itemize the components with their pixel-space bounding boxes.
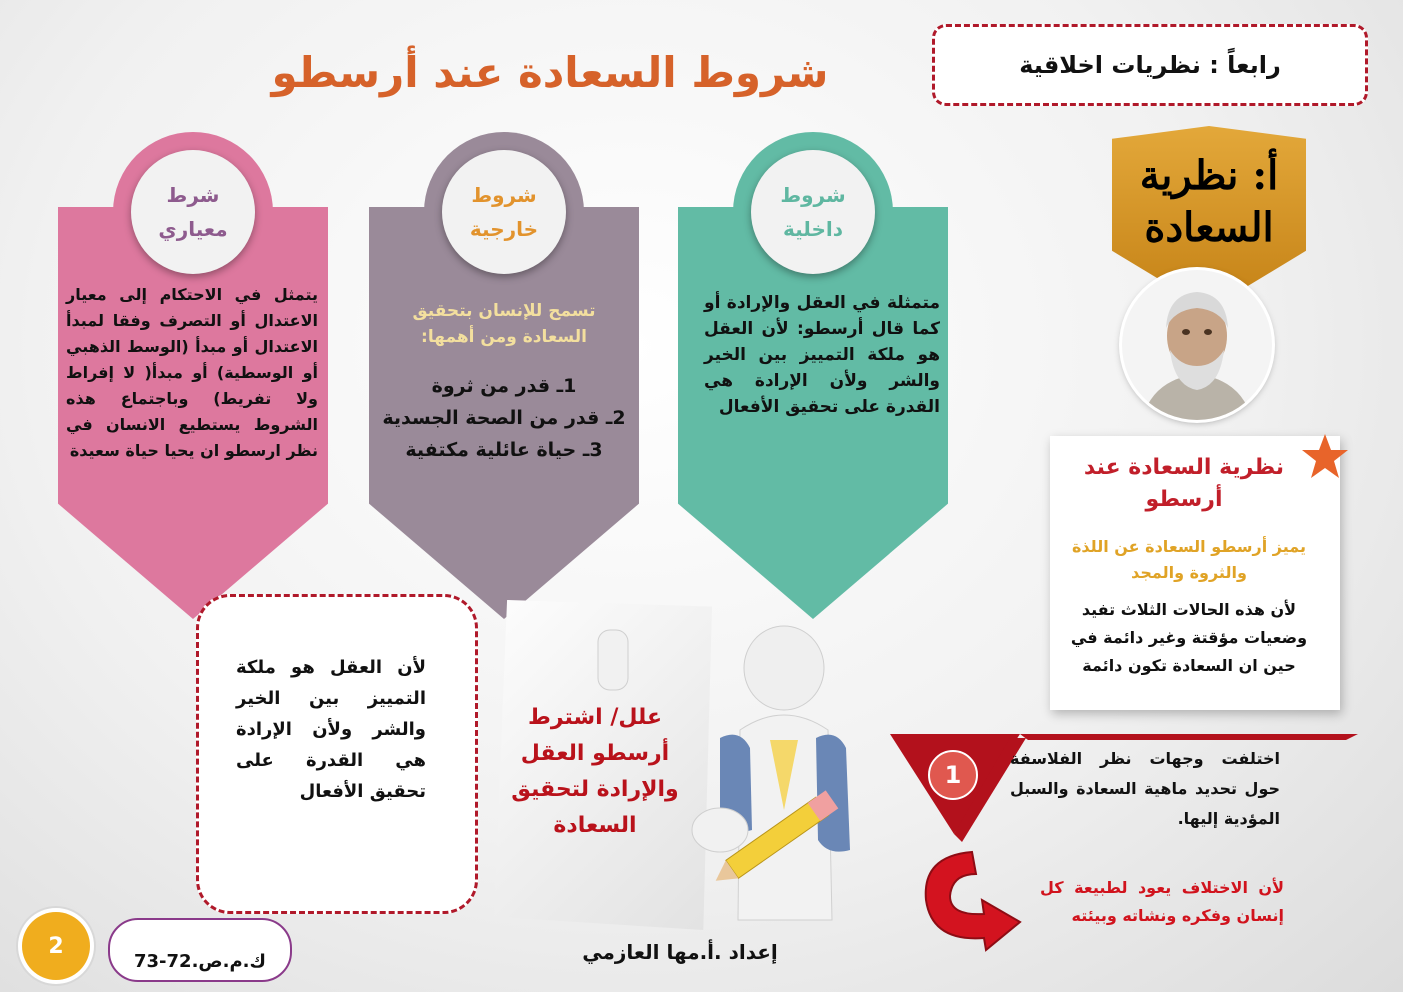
card-title: نظرية السعادة عند أرسطو <box>1083 455 1285 512</box>
column-external-conditions <box>369 0 639 620</box>
question-paper-text: علل/ اشترط أرسطو العقل والإرادة لتحقيق السعادة <box>511 705 679 838</box>
column-normative-heading: شرط معياري <box>131 150 255 274</box>
numbered-note-reason: لأن الاختلاف يعود لطبيعة كل إنسان وفكره ونشاته وبيئته <box>1040 878 1284 925</box>
section-header <box>932 24 1368 106</box>
column-normative-condition <box>58 0 328 620</box>
list-item: 3ـ حياة عائلية مكتفية <box>405 439 603 461</box>
figure-holding-pencil-illustration <box>570 620 870 950</box>
author-credit: إعداد .أ.مها العازمي <box>582 940 778 964</box>
textbook-reference-label: ك.م.ص.72-73 <box>133 951 267 972</box>
theory-label-line2: السعادة <box>1144 204 1274 251</box>
card-highlight: يميز أرسطو السعادة عن اللذة والثروة والمجد <box>1071 537 1307 582</box>
page-title: شروط السعادة عند أرسطو <box>271 48 829 97</box>
note-number: 1 <box>944 761 962 789</box>
column-internal-text: متمثلة في العقل والإرادة أو كما قال أرسطو: لأن العقل هو ملكة التمييز بين الخير والشر ولأن الإرادة هي القدرة على تحقيق الأفعال <box>704 293 940 417</box>
column-external-heading: شروط خارجية <box>442 150 566 274</box>
page-number: 2 <box>48 933 64 959</box>
column-normative-text: يتمثل في الاحتكام إلى معيار الاعتدال أو التصرف وفقا لمبدأ الاعتدال أو مبدأ (الوسط الذهبي أو الوسطية) أو مبدأ( لا إفراط ولا تفريط) وباجتماع هذه الشروط يستطيع الانسان في نظر ارسطو ان يحيا حياة سعيدة <box>66 285 318 460</box>
star-icon <box>1300 432 1350 480</box>
column-internal-heading: شروط داخلية <box>751 150 875 274</box>
list-item: 2ـ قدر من الصحة الجسدية <box>382 407 626 429</box>
section-header-label: رابعاً : نظريات اخلاقية <box>1019 51 1281 79</box>
theory-label-line1: أ: نظرية <box>1139 152 1279 199</box>
numbered-note-text: اختلفت وجهات نظر الفلاسفة حول تحديد ماهية السعادة والسبل المؤدية إليها. <box>1010 749 1280 828</box>
aristotle-portrait <box>1122 270 1272 420</box>
card-body: لأن هذه الحالات الثلاث تفيد وضعيات مؤقتة وغير دائمة في حين ان السعادة تكون دائمة <box>1070 600 1308 675</box>
column-internal-conditions <box>678 0 948 620</box>
curved-arrow-icon <box>912 842 1032 952</box>
column-external-list <box>379 370 629 466</box>
theory-label <box>1112 150 1306 254</box>
note-number-badge <box>928 750 978 800</box>
reason-note-text: لأن العقل هو ملكة التمييز بين الخير والشر ولأن الإرادة هي القدرة على تحقيق الأفعال <box>236 657 426 802</box>
textbook-reference <box>108 918 292 982</box>
column-external-intro: تسمح للإنسان بتحقيق السعادة ومن أهمها: <box>412 301 596 347</box>
page-number-badge <box>22 912 90 980</box>
list-item: 1ـ قدر من ثروة <box>431 375 577 397</box>
